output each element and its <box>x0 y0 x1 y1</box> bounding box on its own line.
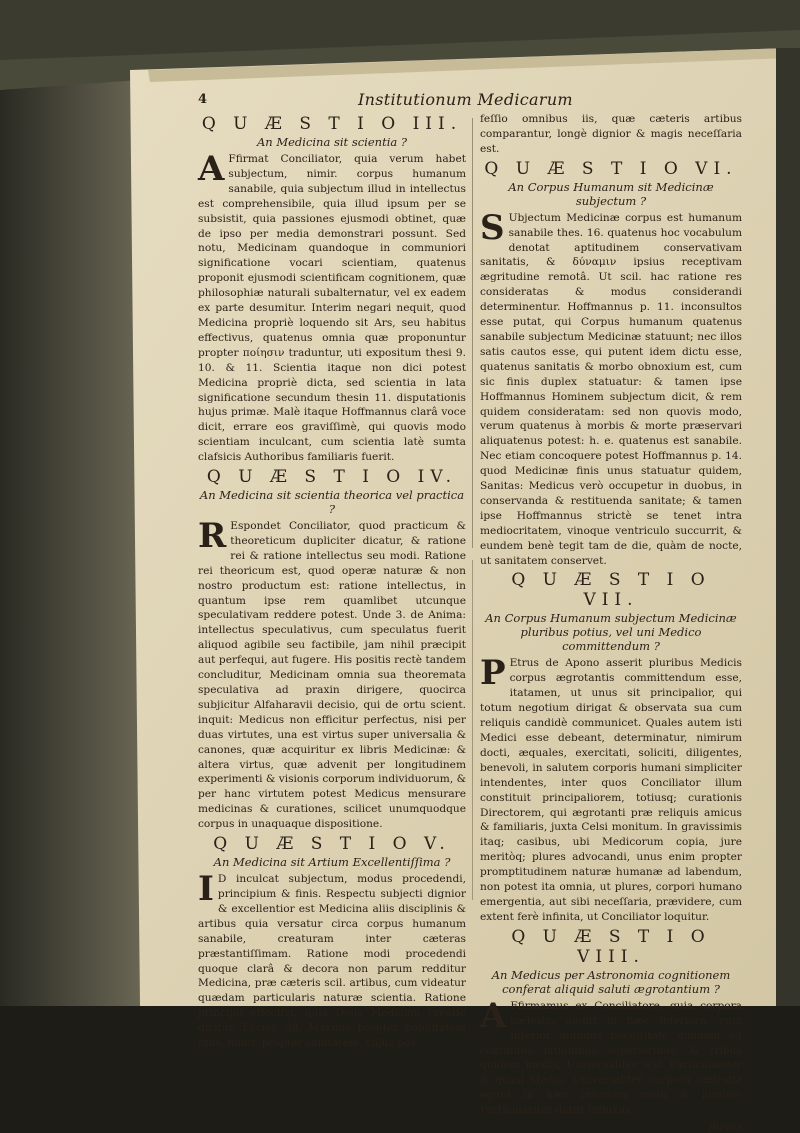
column-rule-lower <box>472 560 473 900</box>
section-question: An Medicus per Astronomia cognitionem conferat aliquid saluti ægrotantium ? <box>491 967 731 996</box>
drop-cap: A <box>198 149 225 189</box>
drop-cap: R <box>198 516 227 557</box>
section-heading: Q U Æ S T I O III. <box>201 114 463 134</box>
catchword: fluxus <box>708 1120 742 1133</box>
section-text: D inculcat subjectum, modus procedendi, principium & finis. Respectu subjecti dignior & excellentior est Medicina aliis disciplinis & artibus quia versatur circa corpus humanum sanabile, creaturam inter cæteras præstantiſſimam. Ratione modi procedendi quoque clarâ & decora non parum redditur Medicina, præ cæteris scil. artibus, cum videatur quædam particularis naturæ scientia. Ratione principii effectivi, quia Deus Medicum creaſſe dicitur, Ecclef. 38. Maximè propter nobilitatem finis, nimir. propter sanitatem, cujus pos- <box>198 873 466 1050</box>
section-body <box>480 653 742 924</box>
section-body <box>480 207 742 569</box>
section-heading: Q U Æ S T I O VI. <box>484 158 738 179</box>
section-body <box>480 995 742 1118</box>
drop-cap: P <box>480 653 506 694</box>
section-quaestio-6 <box>480 159 742 569</box>
section-heading: Q U Æ S T I O IV. <box>206 467 458 488</box>
section-question: An Medicina sit scientia theorica vel practica ? <box>199 488 465 517</box>
section-text: Ubjectum Medicinæ corpus est humanum sanabile thes. 16. quatenus hoc vocabulum denotat aptitudinem conservativam sanitatis, & δύναμιν ipsius receptivam ægritudine remotâ. Ut scil. hac ratione res consideratas & modus considerandi determinentur. Hoffmannus p. 11. inconsultos esse putat, qui Corpus humanum quatenus sanabile subjectum Medicinæ statuunt; nec illos satis cautos esse, qui putent idem dictu esse, quatenus sanitatis & morbo obnoxium est, cum sic finis duplex statuatur: & tamen ipse Hoffmannus Hominem subjectum dicit, & rem quidem consideratam: sed non quovis modo, verum quatenus à morbis & morte præservari aliquatenus potest: h. e. quatenus est sanabile. Nec etiam concoquere potest Hoffmannus p. 14. quod Medicinæ finis unus statuatur quidem, Sanitas: Medicus verò occupetur in duobus, in conservanda & restituenda sanitate; & tamen ipse Hoffmannus strictè se tenet intra mediocritatem, vinoque ventriculo succurrit, & eundem benè tegit tam de die, quàm de nocte, ut sanitatem conservet. <box>480 211 742 567</box>
section-question: An Corpus Humanum subjectum Medicinæ pluribus potius, vel uni Medico committendum ? <box>485 611 737 654</box>
drop-cap: S <box>480 207 505 248</box>
book-page <box>150 90 762 1133</box>
section-question: An Corpus Humanum sit Medicinæ subjectum ? <box>508 179 714 208</box>
right-column <box>480 112 742 1133</box>
section-quaestio-3 <box>198 114 466 465</box>
page-number: 4 <box>198 92 208 107</box>
running-title: Institutionum Medicarum <box>358 90 573 109</box>
drop-cap: A <box>480 995 507 1036</box>
left-column <box>198 112 466 1051</box>
section-text: Etrus de Apono asserit pluribus Medicis corpus ægrotantis committendum esse, itatamen, ut unus sit principalior, qui totum negotium dirigat & observata sua cum reliquis candidè communicet. Quales autem isti Medici esse debeant, determinatur, nimirum docti, æquales, exercitati, soliciti, diligentes, benevoli, in salutem corporis humani simpliciter intendentes, inter quos Conciliator illum constituit principaliorem, totiusq; curationis Directorem, qui ægrotanti præ reliquis amicus & familiaris, juxta Celsi monitum. In gravissimis itaq; casibus, ubi Medicorum copia, jure meritòq; plures advocandi, unus enim propter promptitudinem naturæ humanæ ad labendum, non potest ita omnia, ut plures, corpori humano emergentia, aut sibi neceſſaria, prævidere, cum extent ferè infinita, ut Conciliator loquitur. <box>480 657 742 923</box>
section-body <box>198 516 466 832</box>
section-heading: Q U Æ S T I O VIII. <box>511 926 711 967</box>
section-text: Ffirmamus ex Conciliatore, quia corpora cœlestia agunt in hæc inferiora, cum inferior mundus neceſſitate quâdam sit continuus lationibus superioribus, & tribus quidem modis, Universaliter scil. Particulariter & quasi Medio. Universaliter corpora cœlestia agunt in hæc inferiora motu & lumine; Particulariter datur influxus <box>480 999 742 1117</box>
section-body <box>198 149 466 465</box>
section-heading: Q U Æ S T I O VII. <box>511 570 711 611</box>
section-body <box>198 869 466 1051</box>
section-text: Ffirmat Conciliator, quia verum habet subjectum, nimir. corpus humanum sanabile, quia subjectum illud in intellectus est comprehensibile, quia illud ipsum per se subsistit, quia passiones ejusmodi obtinet, quæ de ipso per media demonstrari possunt. Sed notu, Medicinam quandoque in communiori significatione vocari scientiam, quatenus proponit ejusmodi scientificam cognitionem, quæ philosophiæ naturali subalternatur, vel ex eadem ex parte desumitur. Interim negari nequit, quod Medicina propriè loquendo sit Ars, seu habitus effectivus, quatenus omnia quæ proponuntur propter ποίησιν traduntur, uti expositum thesi 9. 10. & 11. Scientia itaque non dici potest Medicina propriè dicta, sed scientia in lata significatione secundum thesin 11. disputationis hujus primæ. Malè itaque Hoffmannus clarâ voce dicit, errare eos graviſſimè, qui quovis modo scientiam inculcant, cum scientia latè sumta clafsicis Authoribus familiaris fuerit. <box>198 153 466 464</box>
section-quaestio-7 <box>480 570 742 924</box>
section-text: feſſio omnibus iis, quæ cæteris artibus comparantur, longè dignior & magis neceſſaria est. <box>480 113 742 155</box>
section-heading: Q U Æ S T I O V. <box>213 834 451 855</box>
column-rule <box>472 118 473 548</box>
section-quaestio-4 <box>198 467 466 832</box>
running-header <box>150 88 762 112</box>
section-quaestio-8 <box>480 927 742 1118</box>
section-continuation <box>480 112 742 157</box>
section-text: Espondet Conciliator, quod practicum & theoreticum dupliciter dicatur, & ratione rei & ratione intellectus seu modi. Ratione rei theoricum est, quod operæ naturæ & non nostro productum est: ratione intellectus, in quantum ipse rem quamlibet utcunque speculativam reddere potest. Unde 3. de Anima: intellectus speculativus, cum speculatus fuerit aliquod agibile seu factibile, jam nihil præcipit aut perfequi, aut fugere. His positis rectè tandem concluditur, Medicinam omnia sua theoremata speculativa ad praxin dirigere, quocirca subjicitur Alfaharavii decisio, qui de ortu scient. inquit: Medicus non efficitur perfectus, nisi per duas virtutes, una est virtus super universalia & canones, quæ acquiritur ex libris Medicinæ: & altera virtus, quæ advenit per longitudinem experimenti & visionis corporum individuorum, & per hanc virtutem potest Medicus mensurare medicinas & curationes, scilicet unumquodque corpus in unaquaque dispositione. <box>198 520 466 831</box>
drop-cap: I <box>198 869 214 910</box>
section-question: An Medicina sit Artium Excellentiſſima ? <box>213 855 451 870</box>
section-quaestio-5 <box>198 834 466 1051</box>
section-question: An Medicina sit scientia ? <box>256 135 408 149</box>
